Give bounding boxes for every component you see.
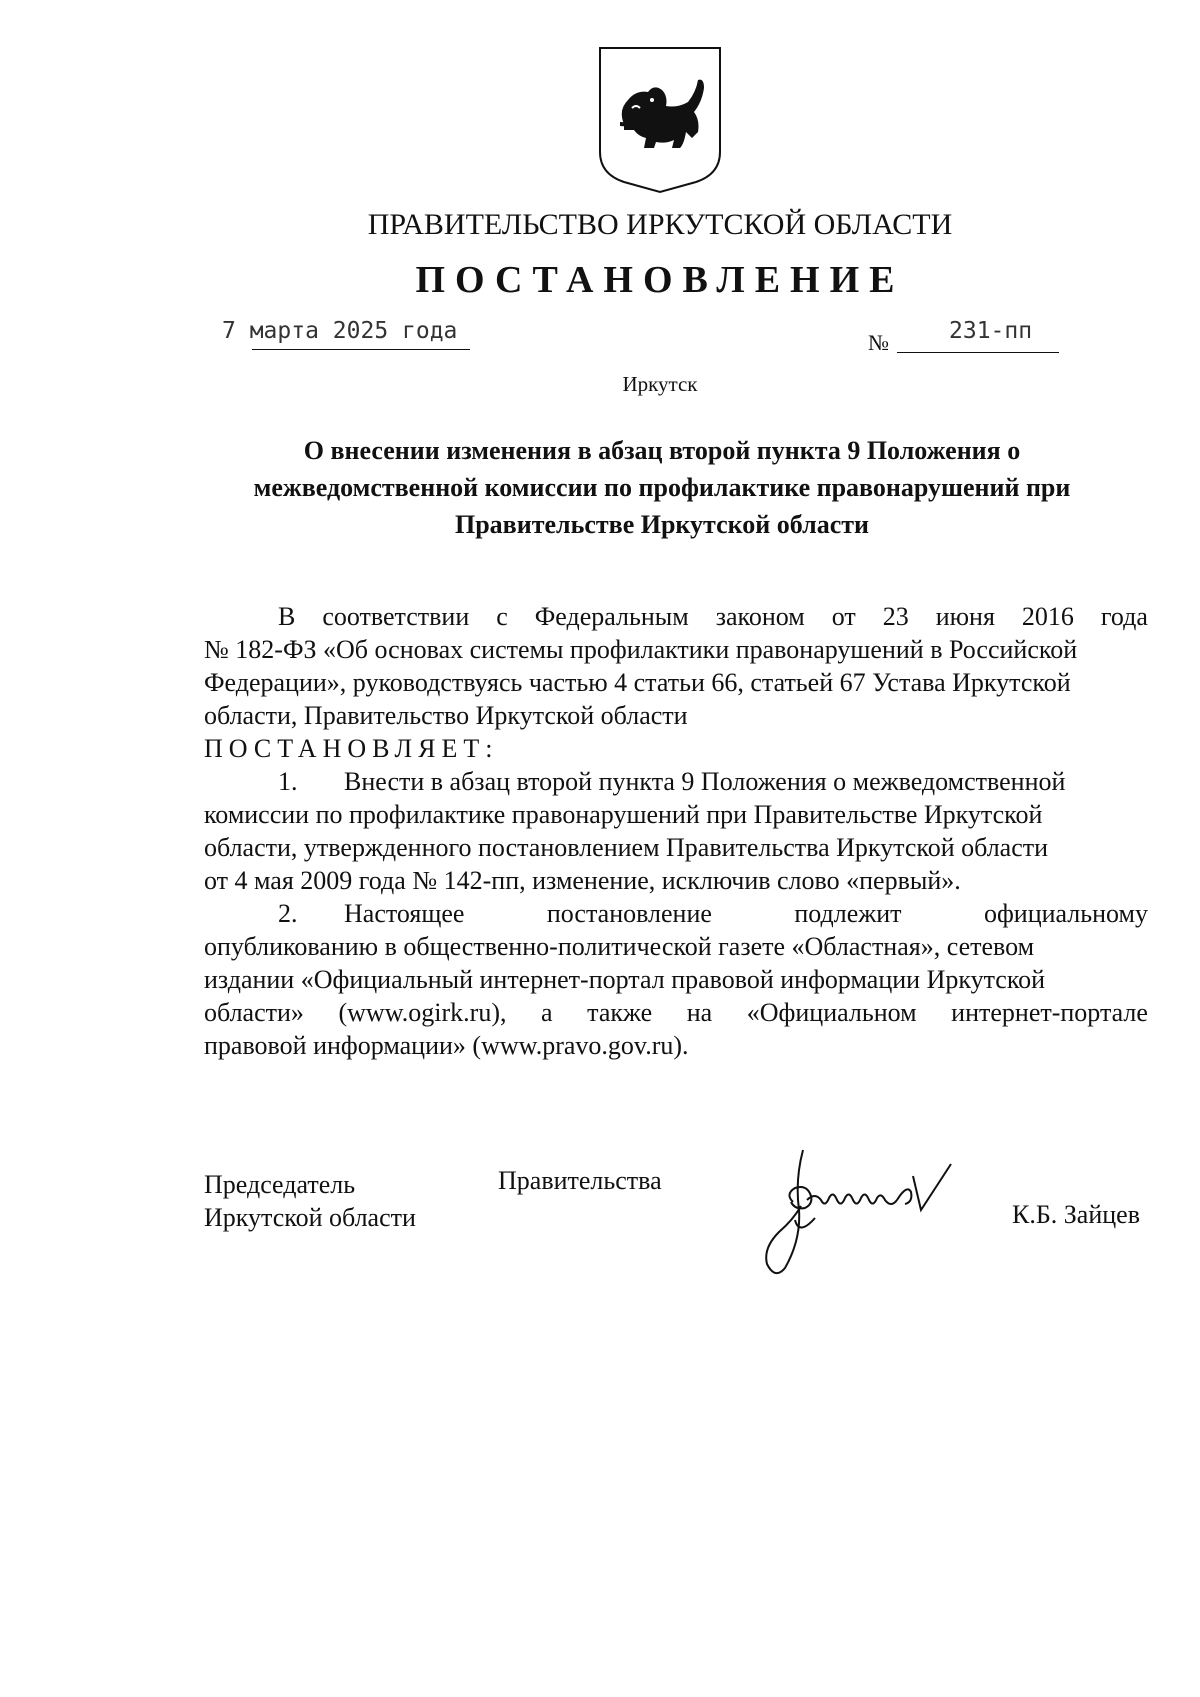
position-line: Председатель bbox=[204, 1170, 356, 1199]
word: 2016 bbox=[1021, 602, 1074, 631]
word: официальному bbox=[983, 899, 1148, 928]
subject-line: Правительстве Иркутской области bbox=[454, 510, 870, 539]
item-1-line: области, утвержденного постановлением Правительства Иркутской области bbox=[204, 833, 1049, 862]
word: законом bbox=[715, 602, 805, 631]
item-2-first-line-words bbox=[344, 897, 1148, 930]
word: соответствии bbox=[322, 602, 470, 631]
item-number: 1. bbox=[278, 767, 298, 796]
document-type: ПОСТАНОВЛЕНИЕ bbox=[415, 259, 905, 301]
word: июня bbox=[935, 602, 995, 631]
preamble-line: № 182-ФЗ «Об основах системы профилактики правонарушений в Российской bbox=[204, 635, 1078, 664]
word: на bbox=[686, 998, 713, 1027]
item-2-first-line bbox=[204, 897, 1148, 930]
item-1-line: комиссии по профилактике правонарушений при Правительстве Иркутской bbox=[204, 800, 1043, 829]
word: а bbox=[541, 998, 553, 1027]
word: Настоящее bbox=[344, 899, 465, 928]
item-number: 2. bbox=[278, 899, 298, 928]
document-number: 231-пп bbox=[949, 318, 1033, 344]
number-sign: № bbox=[868, 330, 889, 355]
subject-line: межведомственной комиссии по профилактике правонарушений при bbox=[253, 473, 1071, 502]
government-title: ПРАВИТЕЛЬСТВО ИРКУТСКОЙ ОБЛАСТИ bbox=[367, 208, 953, 241]
subject-line: О внесении изменения в абзац второй пункта 9 Положения о bbox=[303, 436, 1021, 465]
document-subject bbox=[222, 432, 1102, 543]
item-2-line: правовой информации» (www.pravo.gov.ru). bbox=[204, 1031, 689, 1060]
document-body bbox=[204, 600, 1148, 1062]
item-text: Внести в абзац второй пункта 9 Положения о межведомственной bbox=[344, 767, 1066, 796]
position-line: Иркутской области bbox=[204, 1203, 416, 1232]
resolves-heading: ПОСТАНОВЛЯЕТ: bbox=[204, 734, 499, 763]
word: от bbox=[831, 602, 856, 631]
word: «Официальном bbox=[746, 998, 917, 1027]
word: интернет-портале bbox=[951, 998, 1148, 1027]
word: с bbox=[496, 602, 508, 631]
word: постановление bbox=[546, 899, 712, 928]
word: 23 bbox=[882, 602, 909, 631]
word: подлежит bbox=[794, 899, 902, 928]
document-date: 7 марта 2025 года bbox=[222, 318, 458, 344]
word: (www.ogirk.ru), bbox=[338, 998, 507, 1027]
preamble-line bbox=[204, 600, 1148, 633]
preamble-line: Федерации», руководствуясь частью 4 статьи 66, статьей 67 Устава Иркутской bbox=[204, 668, 1071, 697]
number-underline bbox=[897, 352, 1059, 353]
signatory-name: К.Б. Зайцев bbox=[1012, 1200, 1140, 1229]
word: области» bbox=[204, 998, 304, 1027]
date-underline bbox=[252, 349, 470, 350]
item-2-line: опубликованию в общественно-политической газете «Областная», сетевом bbox=[204, 932, 1035, 961]
item-2-line: издании «Официальный интернет-портал правовой информации Иркутской bbox=[204, 965, 1046, 994]
item-2-line bbox=[204, 996, 1148, 1029]
word: года bbox=[1100, 602, 1148, 631]
word: В bbox=[278, 602, 296, 631]
city: Иркутск bbox=[622, 372, 698, 396]
handwritten-signature-icon bbox=[755, 1140, 995, 1280]
coat-of-arms-icon bbox=[596, 44, 724, 194]
signatory-position bbox=[204, 1168, 416, 1234]
item-1-first-line bbox=[204, 765, 1148, 798]
word: также bbox=[587, 998, 653, 1027]
word: Федеральным bbox=[534, 602, 689, 631]
signatory-position-mid: Правительства bbox=[498, 1166, 662, 1195]
item-1-line: от 4 мая 2009 года № 142-пп, изменение, исключив слово «первый». bbox=[204, 866, 961, 895]
preamble-line: области, Правительство Иркутской области bbox=[204, 701, 688, 730]
